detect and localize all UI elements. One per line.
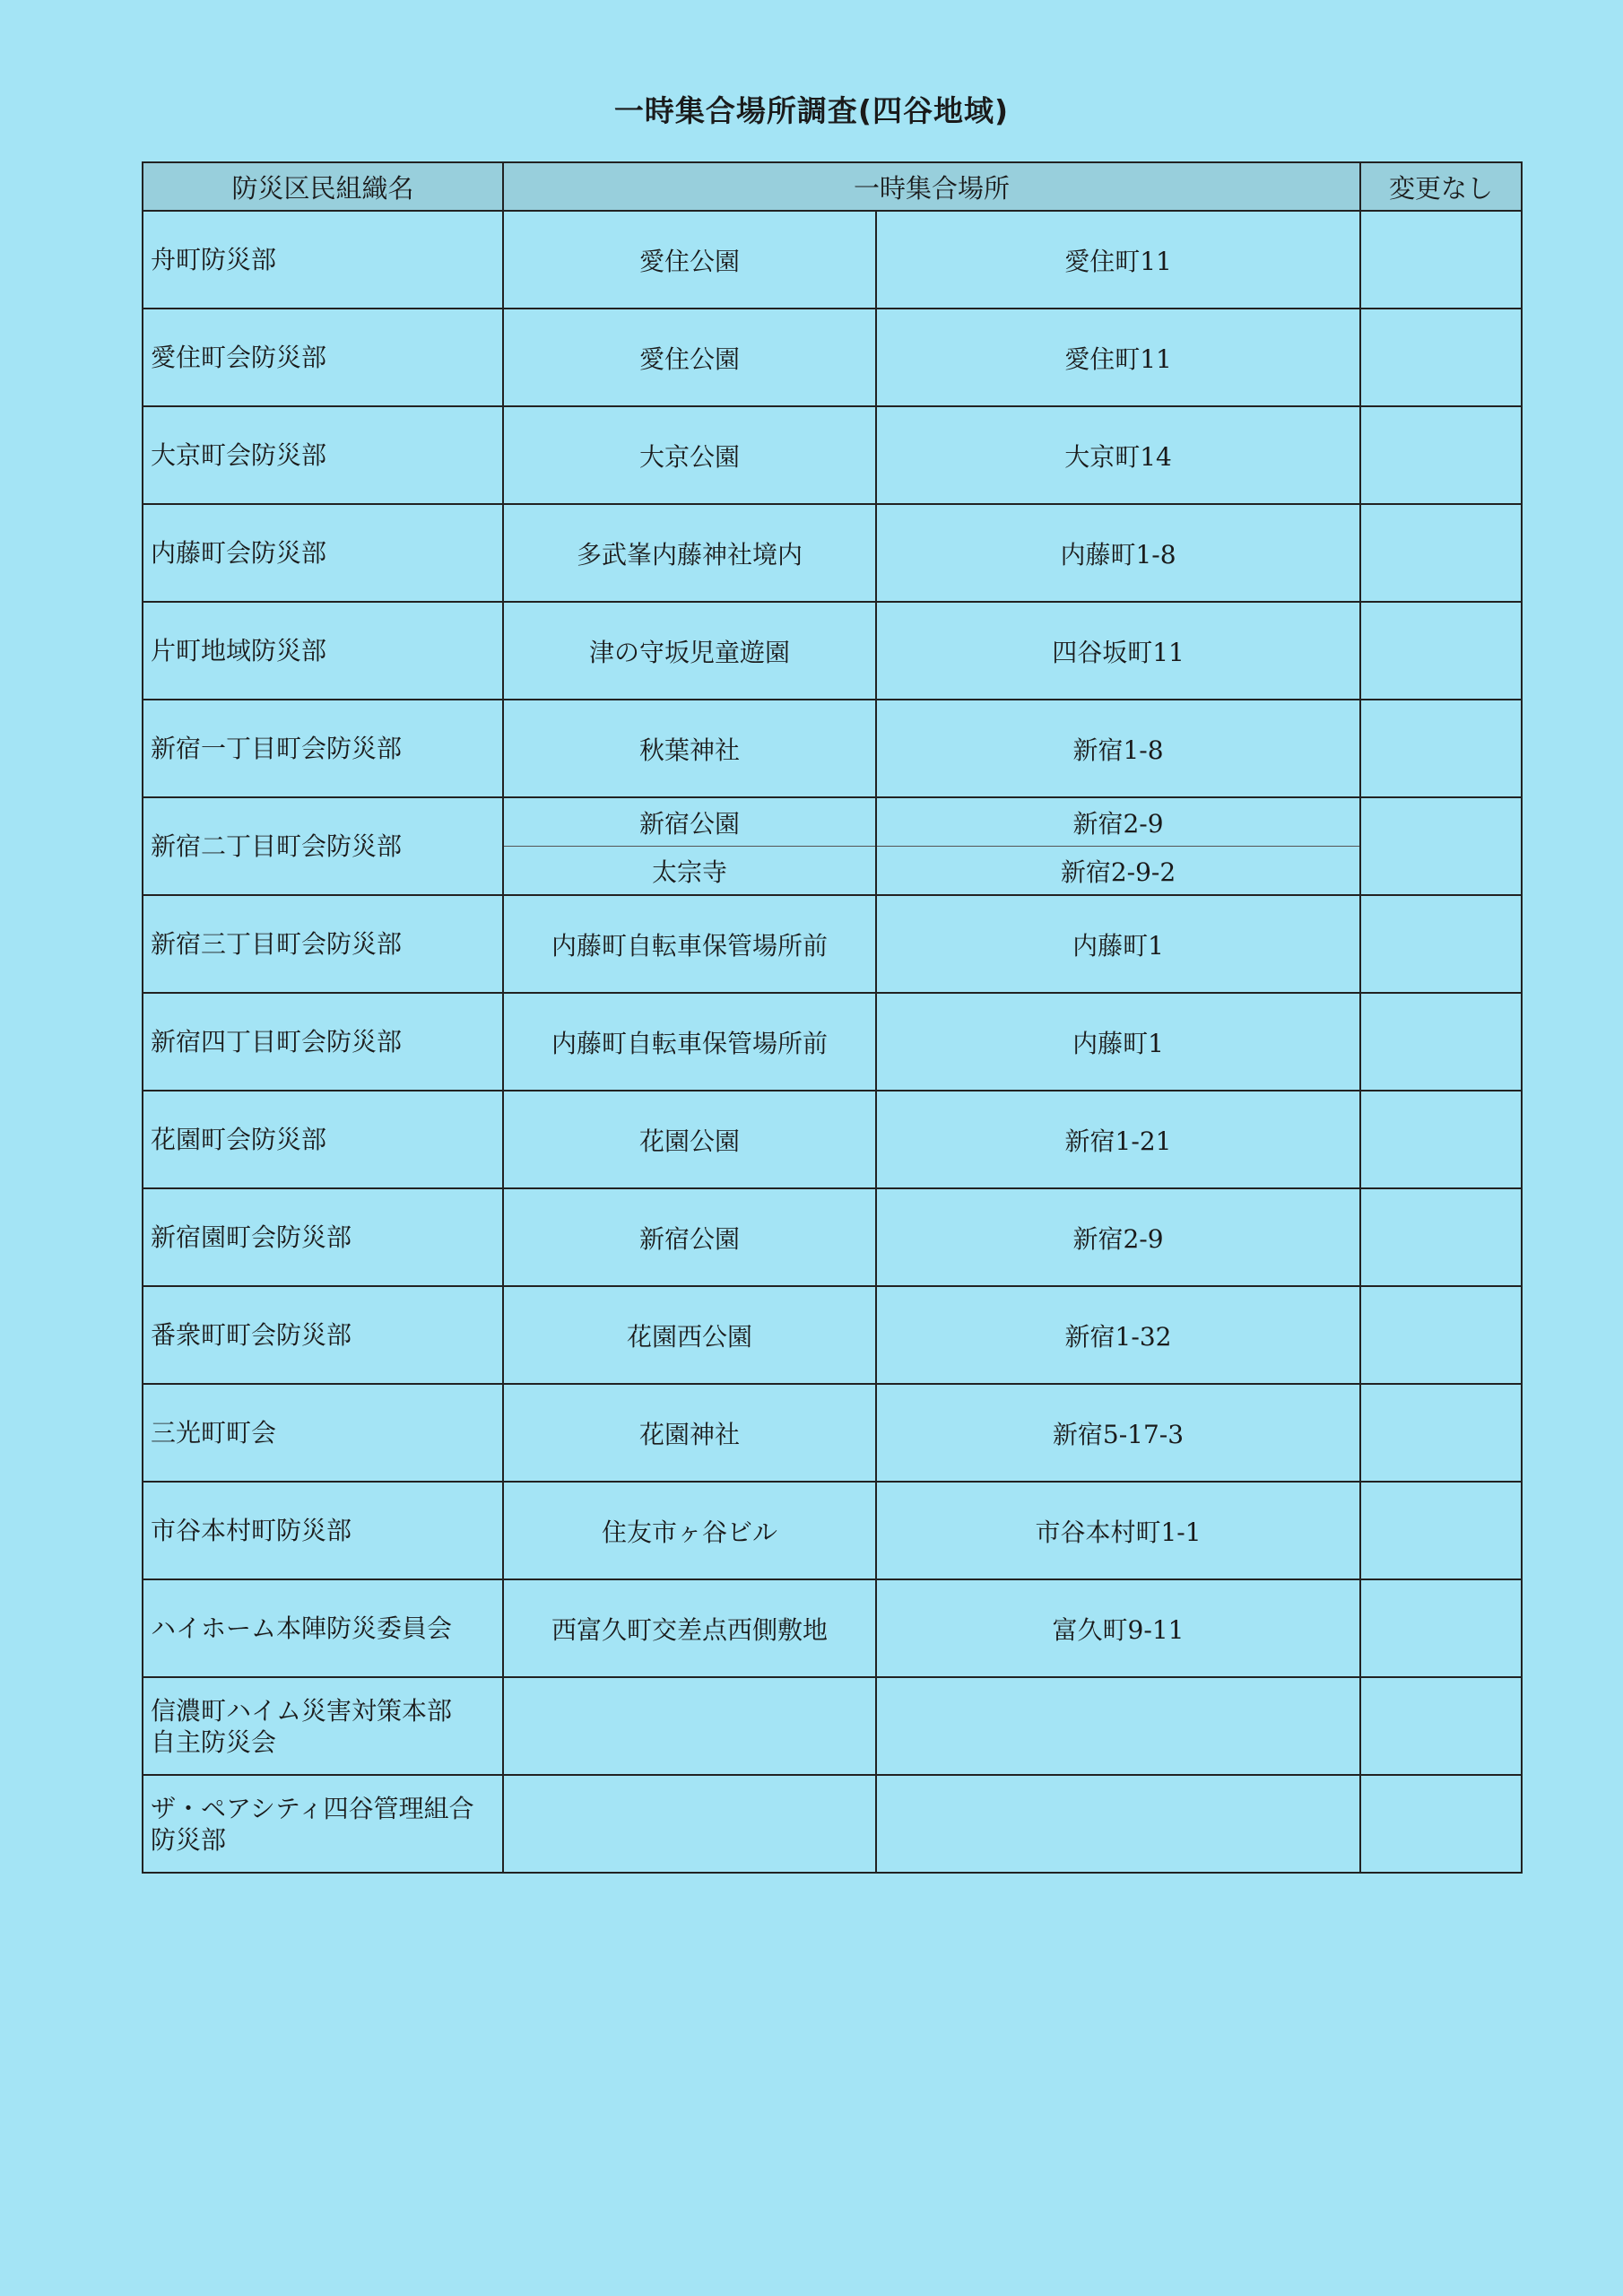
nochange-cell[interactable] <box>1360 1286 1522 1384</box>
org-name: 愛住町会防災部 <box>143 309 503 406</box>
table-row <box>143 309 1522 406</box>
assembly-place: 住友市ヶ谷ビル <box>503 1482 876 1579</box>
table-row <box>143 1482 1522 1579</box>
table-row <box>143 504 1522 602</box>
nochange-cell[interactable] <box>1360 309 1522 406</box>
nochange-cell[interactable] <box>1360 895 1522 993</box>
assembly-place: 花園西公園 <box>503 1286 876 1384</box>
assembly-place: 花園神社 <box>503 1384 876 1482</box>
org-name-line2: 防災部 <box>151 1824 227 1855</box>
org-name-line1: ザ・ペアシティ四谷管理組合 <box>151 1793 474 1823</box>
org-name: 新宿一丁目町会防災部 <box>143 700 503 797</box>
nochange-cell[interactable] <box>1360 1579 1522 1677</box>
assembly-place: 内藤町自転車保管場所前 <box>503 993 876 1091</box>
org-name: 新宿二丁目町会防災部 <box>143 797 503 895</box>
table-row <box>143 797 1522 847</box>
assembly-place <box>503 1677 876 1775</box>
assembly-site-table <box>142 161 1523 1874</box>
org-name: 番衆町町会防災部 <box>143 1286 503 1384</box>
org-name: 新宿四丁目町会防災部 <box>143 993 503 1091</box>
table-row <box>143 1384 1522 1482</box>
org-name <box>143 1775 503 1873</box>
assembly-address: 愛住町11 <box>876 211 1360 309</box>
assembly-address: 新宿2-9 <box>876 797 1360 847</box>
org-name: 内藤町会防災部 <box>143 504 503 602</box>
assembly-address: 内藤町1 <box>876 895 1360 993</box>
org-name-line1: 信濃町ハイム災害対策本部 <box>151 1695 453 1726</box>
nochange-cell[interactable] <box>1360 406 1522 504</box>
nochange-cell[interactable] <box>1360 1775 1522 1873</box>
assembly-address: 新宿5-17-3 <box>876 1384 1360 1482</box>
org-name: 新宿三丁目町会防災部 <box>143 895 503 993</box>
header-org: 防災区民組織名 <box>143 162 503 211</box>
org-name: ハイホーム本陣防災委員会 <box>143 1579 503 1677</box>
table-row <box>143 1775 1522 1873</box>
table-row <box>143 1286 1522 1384</box>
org-name <box>143 1677 503 1775</box>
assembly-place: 津の守坂児童遊園 <box>503 602 876 700</box>
table-row <box>143 211 1522 309</box>
assembly-place: 愛住公園 <box>503 309 876 406</box>
table-row <box>143 1677 1522 1775</box>
org-name: 片町地域防災部 <box>143 602 503 700</box>
org-name: 花園町会防災部 <box>143 1091 503 1188</box>
nochange-cell[interactable] <box>1360 211 1522 309</box>
assembly-place: 内藤町自転車保管場所前 <box>503 895 876 993</box>
table-row <box>143 895 1522 993</box>
nochange-cell[interactable] <box>1360 1091 1522 1188</box>
assembly-place: 多武峯内藤神社境内 <box>503 504 876 602</box>
assembly-address: 新宿2-9 <box>876 1188 1360 1286</box>
assembly-address: 市谷本村町1-1 <box>876 1482 1360 1579</box>
assembly-address: 大京町14 <box>876 406 1360 504</box>
header-place: 一時集合場所 <box>503 162 1360 211</box>
nochange-cell[interactable] <box>1360 504 1522 602</box>
assembly-place: 太宗寺 <box>503 847 876 896</box>
org-name: 新宿園町会防災部 <box>143 1188 503 1286</box>
assembly-address: 新宿1-8 <box>876 700 1360 797</box>
table-row <box>143 406 1522 504</box>
assembly-address: 新宿2-9-2 <box>876 847 1360 896</box>
header-row <box>143 162 1522 211</box>
assembly-place: 新宿公園 <box>503 1188 876 1286</box>
nochange-cell[interactable] <box>1360 1384 1522 1482</box>
assembly-address: 新宿1-32 <box>876 1286 1360 1384</box>
header-nochange: 変更なし <box>1360 162 1522 211</box>
assembly-place: 西富久町交差点西側敷地 <box>503 1579 876 1677</box>
org-name: 大京町会防災部 <box>143 406 503 504</box>
assembly-place: 花園公園 <box>503 1091 876 1188</box>
nochange-cell[interactable] <box>1360 1482 1522 1579</box>
nochange-cell[interactable] <box>1360 602 1522 700</box>
nochange-cell[interactable] <box>1360 1677 1522 1775</box>
table-row <box>143 1188 1522 1286</box>
table-row <box>143 993 1522 1091</box>
nochange-cell[interactable] <box>1360 1188 1522 1286</box>
org-name: 三光町町会 <box>143 1384 503 1482</box>
assembly-address: 内藤町1-8 <box>876 504 1360 602</box>
assembly-place: 秋葉神社 <box>503 700 876 797</box>
table-row <box>143 1579 1522 1677</box>
assembly-address: 四谷坂町11 <box>876 602 1360 700</box>
assembly-place <box>503 1775 876 1873</box>
assembly-place: 新宿公園 <box>503 797 876 847</box>
assembly-place: 大京公園 <box>503 406 876 504</box>
nochange-cell[interactable] <box>1360 993 1522 1091</box>
assembly-address: 新宿1-21 <box>876 1091 1360 1188</box>
nochange-cell[interactable] <box>1360 700 1522 797</box>
table-row <box>143 602 1522 700</box>
table-row <box>143 700 1522 797</box>
assembly-place: 愛住公園 <box>503 211 876 309</box>
org-name-line2: 自主防災会 <box>151 1726 277 1757</box>
org-name: 舟町防災部 <box>143 211 503 309</box>
page-title: 一時集合場所調査(四谷地域) <box>613 93 1010 128</box>
nochange-cell[interactable] <box>1360 797 1522 895</box>
table-row <box>143 1091 1522 1188</box>
assembly-address: 愛住町11 <box>876 309 1360 406</box>
assembly-address: 富久町9-11 <box>876 1579 1360 1677</box>
org-name: 市谷本村町防災部 <box>143 1482 503 1579</box>
assembly-address: 内藤町1 <box>876 993 1360 1091</box>
assembly-address <box>876 1677 1360 1775</box>
assembly-address <box>876 1775 1360 1873</box>
